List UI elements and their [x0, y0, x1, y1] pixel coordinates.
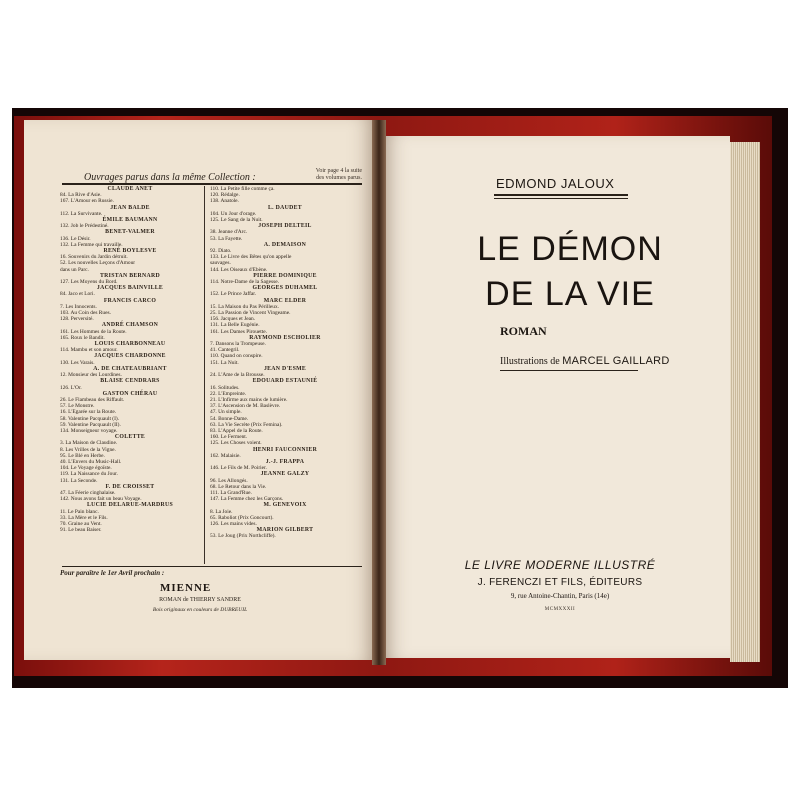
forthcoming-illustrations: Bois originaux en couleurs de DUBREUIL	[152, 607, 248, 613]
catalog-book: 68. Le Retour dans la Vie.	[210, 483, 267, 490]
catalog-book: 53. Le Joug (Prix Northcliffe).	[210, 533, 276, 540]
catalog-book: 91. Le beau Baiser.	[60, 527, 102, 534]
catalog-author: CLAUDE ANET	[107, 186, 153, 192]
book-gutter	[372, 120, 386, 665]
publisher-series: LE LIVRE MODERNE ILLUSTRÉ	[464, 558, 656, 572]
bottom-rule	[62, 566, 362, 567]
catalog-book: 104. Un Jour d'orage.	[210, 210, 257, 217]
catalog-book: 147. La Femme chez les Garçons.	[210, 496, 284, 503]
catalog-book: 47. Un simple.	[210, 409, 242, 416]
catalog-book: 134. Monseigneur voyage.	[60, 427, 118, 434]
catalog-author: MARION GILBERT	[256, 527, 314, 534]
catalog-author: ANDRÉ CHAMSON	[101, 322, 159, 329]
catalog-author: HENRI FAUCONNIER	[252, 446, 318, 453]
catalog-book: 114. Notre-Dame de la Sagesse.	[210, 279, 279, 286]
catalog-book: 57. Le Monstre.	[60, 403, 95, 410]
book-author: EDMOND JALOUX	[496, 176, 615, 191]
catalog-book: 110. Quand on conspire.	[210, 353, 263, 360]
catalog-book: sauvages.	[210, 260, 231, 267]
catalog-book: 12. Monsieur des Lourdines.	[60, 372, 122, 379]
catalog-author: PIERRE DOMINIQUE	[253, 272, 317, 279]
catalog-column-left	[60, 186, 200, 533]
catalog-author: JACQUES CHARDONNE	[94, 353, 166, 360]
catalog-book: 125. Le Sang de la Nuit.	[210, 217, 263, 224]
author-rule-thin	[494, 198, 628, 199]
catalog-book: 16. Souvenirs du Jardin détruit.	[60, 254, 128, 261]
page-edges	[730, 142, 760, 662]
catalog-author: BLAISE CENDRARS	[100, 378, 160, 385]
catalog-book: 7. Les Innocents.	[60, 303, 97, 310]
catalog-book: 128. Perversité.	[60, 316, 94, 323]
catalog-column-right	[210, 186, 360, 540]
catalog-author: J.-J. FRAPPA	[265, 458, 305, 465]
collection-note	[282, 168, 362, 182]
catalog-book: 15. La Maison du Pas Périlleux.	[210, 303, 280, 310]
catalog-book: 130. Les Varais.	[60, 359, 95, 366]
catalog-book: 63. La Vie Secrète (Prix Femina).	[210, 421, 283, 428]
catalog-book: 16. Solitudes.	[210, 384, 240, 391]
catalog-book: 8. La Joie.	[210, 508, 233, 515]
catalog-book: 167. L'Amour en Russie.	[60, 198, 114, 205]
catalog-book: 38. Jeanne d'Arc.	[210, 229, 248, 236]
note-line: Voir page 4 la suite	[315, 168, 362, 174]
book-title-line2: DE LA VIE	[485, 275, 655, 313]
catalog-author: JEAN D'ESME	[263, 365, 307, 372]
catalog-book: 59. Valentine Pacquault (II).	[60, 421, 121, 428]
catalog-book: 104. Le Voyage égoïste.	[60, 465, 112, 472]
catalog-book: 112. La Survivante.	[60, 210, 103, 217]
catalog-book: 103. Au Coin des Rues.	[60, 310, 111, 317]
catalog-book: 26. Le Flambeau des Riffault.	[60, 396, 125, 403]
catalog-book: 160. Le Ferment.	[210, 434, 248, 441]
catalog-book: 7. Dansons la Trompeuse.	[210, 341, 266, 348]
book-title-line1: LE DÉMON	[477, 230, 663, 268]
catalog-author: ÉMILE BAUMANN	[102, 217, 158, 224]
catalog-author: RENÉ BOYLESVE	[103, 248, 157, 255]
catalog-book: 126. Les mains vides.	[210, 520, 257, 527]
catalog-book: 8. Les Vrilles de la Vigne.	[60, 446, 116, 453]
catalog-author: RAYMOND ESCHOLIER	[249, 334, 321, 341]
catalog-book: 161. Les Hommes de la Route.	[60, 328, 127, 335]
catalog-book: 142. Nous avons fait un beau Voyage.	[60, 496, 142, 503]
catalog-book: 144. Les Oiseaux d'Ébène.	[210, 266, 268, 273]
catalog-book: 53. La Fayette.	[210, 235, 243, 242]
publisher-name: J. FERENCZI ET FILS, ÉDITEURS	[477, 577, 643, 588]
catalog-author: GASTON CHÉRAU	[102, 390, 158, 397]
catalog-book: 84. Jaco et Lori.	[60, 291, 95, 298]
catalog-book: 125. Les Choses voient.	[210, 440, 262, 447]
catalog-author: GEORGES DUHAMEL	[252, 285, 318, 292]
illustrator-rule	[500, 370, 638, 371]
catalog-book: 156. Jacques et Jean.	[210, 316, 256, 323]
catalog-book: 119. La Naissance du Jour.	[60, 471, 118, 478]
catalog-book: 3. La Maison de Claudine.	[60, 440, 118, 447]
catalog-book: 96. Les Allongés.	[210, 477, 248, 484]
catalog-book: 161. Les Dames Pirouette.	[210, 328, 268, 335]
illustrator-name: MARCEL GAILLARD	[562, 355, 670, 367]
illustrations-prefix: Illustrations de	[500, 356, 560, 367]
catalog-book: 131. La Seconde.	[60, 477, 98, 484]
illustrations-credit	[500, 355, 670, 367]
catalog-book: 65. Raboliot (Prix Goncourt).	[210, 514, 274, 521]
catalog-book: 11. Le Pain blanc.	[60, 508, 99, 515]
catalog-book: 133. Le Livre des Bêtes qu'on appelle	[210, 254, 292, 261]
catalog-book: 111. La Grand'Rue.	[210, 489, 252, 496]
catalog-book: 16. L'Égarée sur la Route.	[60, 409, 117, 416]
forthcoming-announcement: Pour paraître le 1er Avril prochain :	[60, 569, 165, 577]
catalog-book: 58. Valentine Pacquault (I).	[60, 415, 120, 422]
catalog-author: JOSEPH DELTEIL	[258, 223, 312, 230]
catalog-author: A. DE CHATEAUBRIANT	[93, 365, 167, 372]
catalog-author: JEANNE GALZY	[260, 471, 310, 478]
catalog-book: 24. L'Âme de la Brousse.	[210, 372, 265, 379]
catalog-author: A. DEMAISON	[263, 241, 307, 248]
forthcoming-title: MIENNE	[160, 582, 212, 594]
top-rule	[62, 183, 362, 185]
catalog-author: F. DE CROISSET	[105, 483, 155, 490]
catalog-author: TRISTAN BERNARD	[100, 272, 160, 279]
catalog-book: 165. Roux le Bandit.	[60, 334, 105, 341]
catalog-book: 146. Le Fils de M. Poirier.	[210, 465, 267, 472]
catalog-book: 47. La Féerie cinghalaise.	[60, 489, 116, 496]
catalog-book: 52. Les nouvelles Leçons d'Amour	[60, 260, 136, 267]
catalog-book: 95. Le Blé en Herbe.	[60, 452, 105, 459]
catalog-book: 132. Job le Prédestiné.	[60, 223, 109, 230]
column-divider	[204, 186, 205, 564]
catalog-book: 120. Rédalge.	[210, 192, 240, 199]
catalog-book: 132. La Femme qui travaille.	[60, 241, 123, 248]
catalog-book: 41. Cantegril.	[210, 347, 240, 354]
book-genre: ROMAN	[500, 324, 547, 338]
catalog-author: L. DAUDET	[268, 204, 302, 211]
catalog-author: FRANCIS CARCO	[103, 297, 157, 304]
catalog-author: EDOUARD ESTAUNIÉ	[252, 378, 318, 385]
collection-heading: Ouvrages parus dans la même Collection :	[84, 172, 256, 183]
catalog-author: M. GENEVOIX	[263, 502, 307, 509]
catalog-book: 54. Bonne-Dame.	[210, 415, 249, 422]
catalog-book: 25. La Passion de Vincent Vingeame.	[210, 310, 291, 317]
catalog-book: 21. L'Infirme aux mains de lumière.	[210, 396, 288, 403]
catalog-book: 152. Le Prince Jaffar.	[210, 291, 257, 298]
catalog-author: COLETTE	[114, 434, 146, 441]
catalog-author: JEAN BALDE	[110, 204, 150, 211]
publication-year: MCMXXXII	[544, 607, 576, 612]
catalog-author: JACQUES BAINVILLE	[96, 285, 164, 292]
forthcoming-author: ROMAN de THIERRY SANDRE	[159, 597, 241, 603]
catalog-book: 37. L'Ascension de M. Baslèvre.	[210, 403, 281, 410]
catalog-book: 114. Mambu et son amour.	[60, 347, 118, 354]
catalog-book: 33. La Mère et le Fils.	[60, 514, 108, 521]
catalog-book: 40. L'Envers du Music-Hall.	[60, 458, 122, 465]
catalog-author: LUCIE DELARUE-MARDRUS	[86, 502, 173, 509]
catalog-book: 151. La Nuit.	[210, 359, 239, 366]
catalog-book: 83. L'Appel de la Route.	[210, 427, 263, 434]
catalog-book: 136. Le Désir.	[60, 235, 91, 242]
catalog-book: 92. Diato.	[210, 248, 232, 255]
catalog-book: 138. Anatole.	[210, 198, 239, 205]
publisher-address: 9, rue Antoine-Chantin, Paris (14e)	[510, 592, 610, 600]
catalog-author: MARC ELDER	[263, 297, 307, 304]
note-line: des volumes parus.	[316, 175, 362, 181]
catalog-book: 110. La Petite fille comme ça.	[210, 186, 275, 192]
catalog-author: BENET-VALMER	[105, 229, 155, 236]
catalog-book: 127. Les Moyens du Bord.	[60, 279, 118, 286]
catalog-book: 131. La Belle Eugénie.	[210, 322, 260, 329]
catalog-book: 70. Graine au Vent.	[60, 520, 102, 527]
author-rule	[494, 194, 628, 196]
catalog-book: 22. L'Empreinte.	[210, 390, 247, 397]
catalog-book: 126. L'Or.	[60, 384, 82, 391]
catalog-book: 84. La Rive d'Asie.	[60, 192, 102, 199]
catalog-book: 162. Malaisie.	[210, 452, 241, 459]
catalog-author: LOUIS CHARBONNEAU	[94, 341, 166, 348]
catalog-book: dans un Parc.	[60, 266, 89, 273]
